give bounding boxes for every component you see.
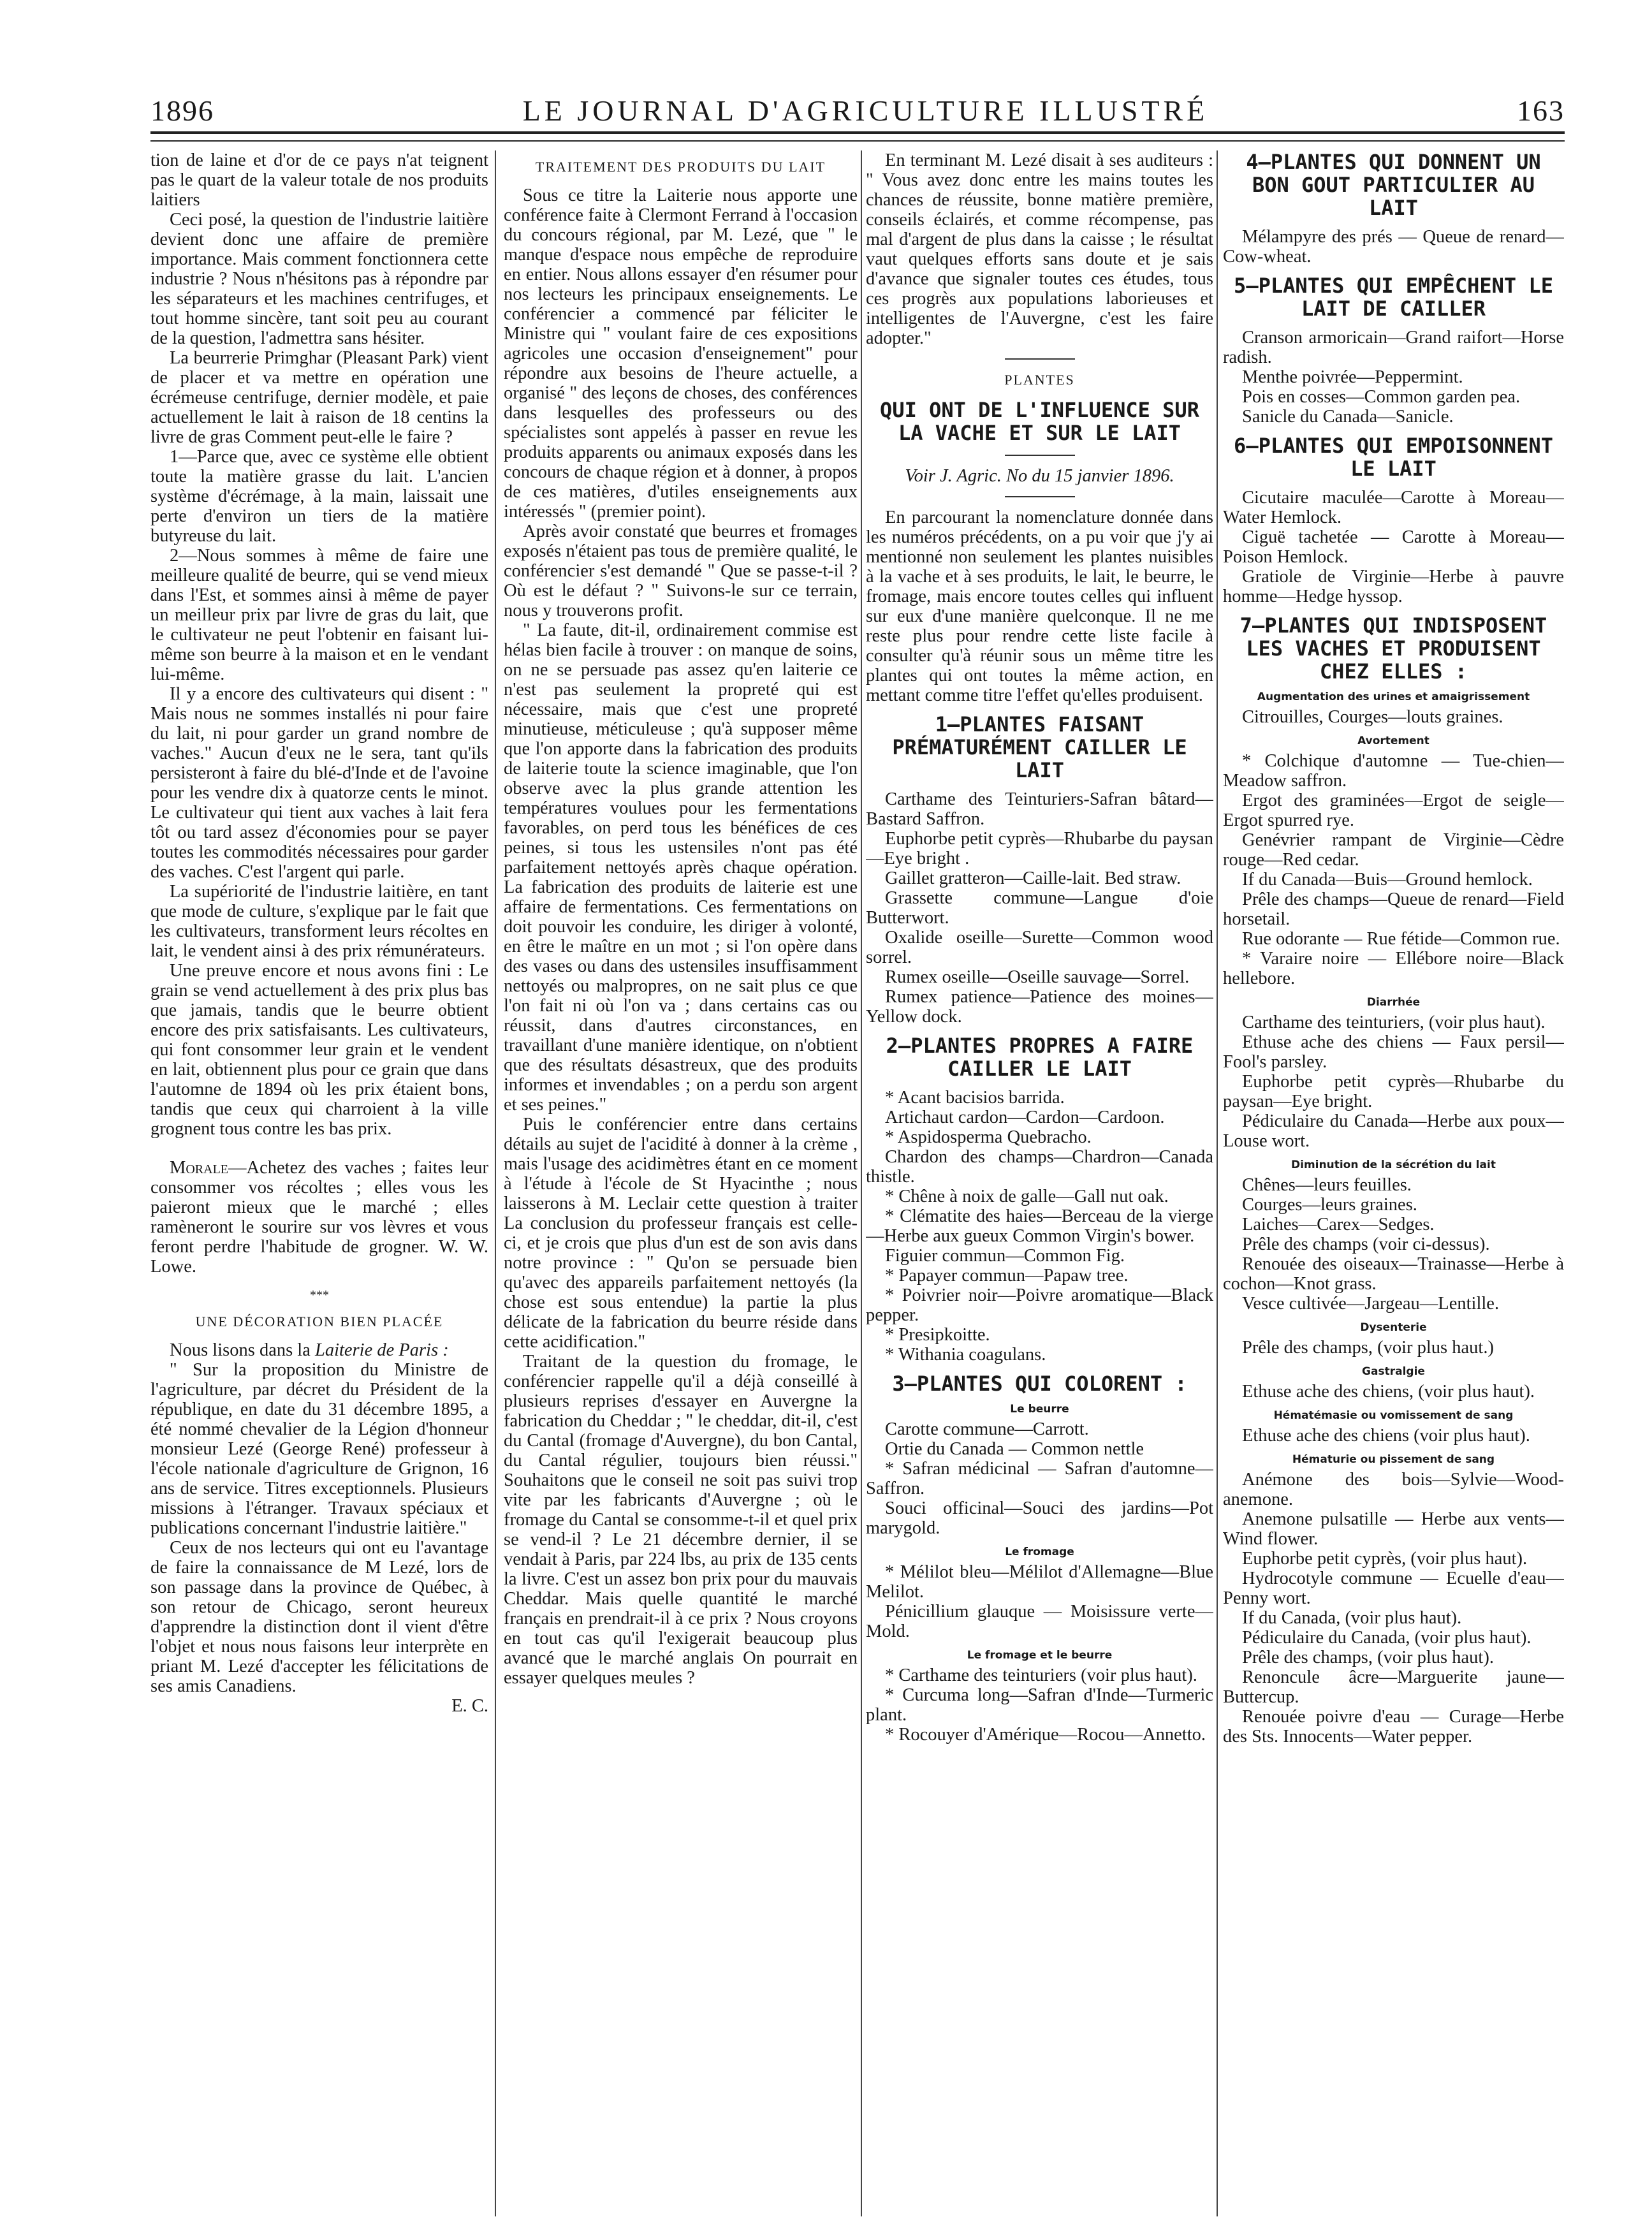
paragraph: Une preuve encore et nous avons fini : Le grain se vend actuellement à des prix plus bas que jamais, tandis que le beurre obtient encore des prix satisfaisants. Les cultivateurs, qui font consommer leur grain et le vendent en lait, obtiennent plus pour ce grain que dans l'automne de 1894 où les prix étaient bons, tandis que ceux qui charroient à la ville grognent tous contre les bas prix. (150, 961, 488, 1139)
plant-entry: * Colchique d'automne — Tue-chien—Meadow saffron. (1223, 751, 1564, 791)
plant-entry: Chardon des champs—Chardron—Canada thistle. (866, 1147, 1213, 1187)
paragraph: En terminant M. Lezé disait à ses auditeurs : " Vous avez donc entre les mains toutes les chances de réussite, bonne matière première, conseils éclairés, et comme récompense, pas mal d'argent de plus dans la caisse ; le résultat vaut quelques efforts sans doute et je sais d'avance que signaler toutes ces études, tous ces progrès aux populations laborieuses et intelligentes de l'Auvergne, c'est les faire adopter." (866, 150, 1213, 348)
plant-entry: Prêle des champs—Queue de renard—Field horsetail. (1223, 890, 1564, 929)
plant-entry: * Safran médicinal — Safran d'automne—Saffron. (866, 1459, 1213, 1498)
plant-entry: Rue odorante — Rue fétide—Common rue. (1242, 929, 1560, 949)
plant-list (866, 1562, 1213, 1641)
morale-text: —Achetez des vaches ; faites leur consommer vos récoltes ; elles vous les paieront mieux que le marché ; elles ramèneront le sourire sur vos lèvres et vous feront perdre l'habitude de grogner. W. W. Lowe. (150, 1158, 488, 1277)
plant-entry: Renoncule âcre—Marguerite jaune—Buttercup. (1223, 1667, 1564, 1707)
column-4 (1223, 150, 1564, 2216)
list-subheading: Diminution de la sécrétion du lait (1291, 1159, 1496, 1171)
list-subheading: Hématémasie ou vomissement de sang (1273, 1409, 1514, 1422)
paragraph: Sous ce titre la Laiterie nous apporte une conférence faite à Clermont Ferrand à l'occasion du concours régional, par M. Lezé, que " le manque d'espace nous empêche de reproduire en entier. Nous allons essayer d'en résumer pour nos lecteurs les principaux enseignements. Le conférencier a commencé par féliciter le Ministre qui " voulant faire de ces expositions agricoles une occasion d'enseignement" pour répondre aux besoins de l'heure actuelle, a organisé " des leçons de choses, des conférences dans lesquelles des professeurs ou des spécialistes sont appelés à passer en revue les produits apparents ou animaux exposés dans les concours de chaque région et à donner, à propos de ces matières, d'utiles enseignements aux intéressés " (premier point). (504, 186, 858, 522)
plant-entry: Renouée poivre d'eau — Curage—Herbe des Sts. Innocents—Water pepper. (1223, 1707, 1564, 1746)
paragraph: Puis le conférencier entre dans certains détails au sujet de l'acidité à donner à la crème , mais l'usage des acidimètres étant en ce moment à l'étude à l'école de St Hyacinthe ; nous laisserons à M. Leclair cette question à traiter La conclusion du professeur français est celle-ci, et je crois que plus d'un est de son avis dans notre province : " Qu'on se persuade bien qu'avec des appareils parfaitement nettoyés (la chose est sous entendue) la partie la plus délicate de la fabrication du beurre réside dans cette acidification." (504, 1115, 858, 1352)
list-heading: 6—PLANTES QUI EMPOISONNENT LE LAIT (1234, 434, 1553, 481)
plant-entry: Hydrocotyle commune — Ecuelle d'eau—Penny wort. (1223, 1569, 1564, 1608)
plant-entry: * Carthame des teinturiers (voir plus haut). (885, 1666, 1197, 1685)
plant-entry: Renouée des oiseaux—Trainasse—Herbe à cochon—Knot grass. (1223, 1254, 1564, 1294)
separator (1005, 358, 1075, 360)
plant-entry: Cicutaire maculée—Carotte à Moreau—Water Hemlock. (1223, 488, 1564, 527)
paragraph (150, 1340, 488, 1360)
plant-entry: Vesce cultivée—Jargeau—Lentille. (1242, 1294, 1500, 1314)
plant-entry: Rumex patience—Patience des moines—Yellow dock. (866, 987, 1213, 1027)
plant-entry: Euphorbe petit cyprès—Rhubarbe du paysan—Eye bright . (866, 829, 1213, 868)
plant-entry: Carthame des Teinturiers-Safran bâtard—Bastard Saffron. (866, 789, 1213, 829)
plant-list (1223, 227, 1564, 267)
list-subheading: Avortement (1357, 735, 1429, 747)
plant-entry: * Mélilot bleu—Mélilot d'Allemagne—Blue Melilot. (866, 1562, 1213, 1602)
plant-entry: * Papayer commun—Papaw tree. (885, 1266, 1129, 1285)
morale-paragraph (150, 1158, 488, 1277)
list-subheading: Le fromage (1005, 1546, 1074, 1558)
plant-entry: Gratiole de Virginie—Herbe à pauvre homme—Hedge hyssop. (1223, 567, 1564, 606)
list-subheading: Gastralgie (1362, 1365, 1425, 1378)
plant-entry: Grassette commune—Langue d'oie Butterwort. (866, 888, 1213, 928)
plant-entry: Prêle des champs, (voir plus haut.) (1242, 1338, 1494, 1358)
separator (1005, 455, 1075, 456)
column-divider (861, 150, 862, 2216)
plant-entry: Chênes—leurs feuilles. (1242, 1175, 1412, 1195)
plant-list (1223, 1470, 1564, 1746)
plant-entry: * Presipkoitte. (885, 1325, 990, 1345)
column-divider (1217, 150, 1218, 2216)
list-subheading: Le beurre (1010, 1403, 1069, 1416)
paragraph: Ceci posé, la question de l'industrie laitière devient donc une affaire de première importance. Mais comment fonctionnera cette industrie ? Nous n'hésitons pas à répondre par les séparateurs et les machines centrifuges, et tout homme sincère, tant soit peu au courant de la question, l'admettra sans hésiter. (150, 210, 488, 348)
plant-entry: * Clématite des haies—Berceau de la vierge—Herbe aux gueux Common Virgin's bower. (866, 1206, 1213, 1246)
section-title: QUI ONT DE L'INFLUENCE SUR LA VACHE ET SUR LE LAIT (880, 398, 1199, 445)
plant-list (1223, 751, 1564, 988)
plant-entry: Pénicillium glauque — Moisissure verte—Mold. (866, 1602, 1213, 1641)
masthead (150, 83, 1565, 128)
column-2 (504, 150, 858, 2216)
column-divider (495, 150, 496, 2216)
plant-entry: * Aspidosperma Quebracho. (885, 1127, 1092, 1147)
plant-entry: Ciguë tachetée — Carotte à Moreau—Poison Hemlock. (1223, 527, 1564, 567)
plant-entry: Euphorbe petit cyprès—Rhubarbe du paysan—Eye bright. (1223, 1072, 1564, 1111)
plant-list (1223, 707, 1564, 727)
journal-title: LE JOURNAL D'AGRICULTURE ILLUSTRÉ (522, 94, 1209, 127)
page-number: 163 (1516, 94, 1565, 127)
issue-year: 1896 (150, 94, 214, 127)
paragraph: Après avoir constaté que beurres et fromages exposés n'étaient pas tous de première qualité, le conférencier s'est demandé " Que se passe-t-il ? Où est le défaut ? " Suivons-le sur ce terrain, nous y trouverons profit. (504, 522, 858, 620)
plant-entry: Laiches—Carex—Sedges. (1242, 1215, 1435, 1234)
plant-entry: Citrouilles, Courges—louts graines. (1242, 707, 1503, 727)
list-heading: 2—PLANTES PROPRES A FAIRE CAILLER LE LAIT (886, 1034, 1194, 1081)
plant-entry: Ethuse ache des chiens, (voir plus haut). (1242, 1382, 1535, 1402)
plant-entry: Prêle des champs, (voir plus haut). (1242, 1648, 1494, 1667)
separator (1005, 496, 1075, 497)
paragraph: En parcourant la nomenclature donnée dans les numéros précédents, on a pu voir que j'y ai mentionné non seulement les plantes nuisibles à la vache et à ses produits, le lait, le beurre, le fromage, mais encore toutes celles qui influent sur eux d'une manière quelconque. Il ne me reste plus pour rendre cette liste facile à consulter qu'à réunir sous un même titre les plantes qui ont toutes la même action, en mettant comme titre l'effet qu'elles produisent. (866, 508, 1213, 705)
plant-entry: * Acant bacisios barrida. (885, 1088, 1065, 1108)
header-rule (150, 131, 1565, 142)
plant-entry: Rumex oseille—Oseille sauvage—Sorrel. (885, 967, 1190, 987)
list-heading: 4—PLANTES QUI DONNENT UN BON GOUT PARTICULIER AU LAIT (1246, 150, 1541, 220)
paragraph: La beurrerie Primghar (Pleasant Park) vient de placer et va mettre en opération une écrémeuse centrifuge, dernier modèle, et paie actuellement le lait à raison de 18 centins la livre de gras Comment peut-elle le faire ? (150, 348, 488, 447)
plant-entry: Ethuse ache des chiens (voir plus haut). (1242, 1426, 1530, 1446)
list-heading: 3—PLANTES QUI COLORENT : (892, 1372, 1187, 1396)
plant-list (1223, 1013, 1564, 1151)
plant-list (1223, 1175, 1564, 1314)
list-subheading: Diarrhée (1366, 996, 1421, 1009)
separator-stars: *** (310, 1288, 329, 1302)
list-heading: 7—PLANTES QUI INDISPOSENT LES VACHES ET PRODUISENT CHEZ ELLES : (1239, 613, 1547, 684)
plant-entry: * Poivrier noir—Poivre aromatique—Black pepper. (866, 1285, 1213, 1325)
plant-entry: Souci officinal—Souci des jardins—Pot marygold. (866, 1498, 1213, 1538)
plant-list (866, 1088, 1213, 1365)
plant-entry: * Chêne à noix de galle—Gall nut oak. (885, 1187, 1169, 1206)
plant-entry: Carthame des teinturiers, (voir plus haut). (1242, 1013, 1546, 1032)
plant-entry: Prêle des champs (voir ci-dessus). (1242, 1234, 1490, 1254)
reference-note: Voir J. Agric. No du 15 janvier 1896. (905, 466, 1174, 486)
plant-list (1223, 328, 1564, 427)
list-subheading: Le fromage et le beurre (967, 1649, 1113, 1662)
plant-entry: Sanicle du Canada—Sanicle. (1242, 407, 1454, 427)
plant-entry: Ethuse ache des chiens — Faux persil—Fool's parsley. (1223, 1032, 1564, 1072)
plant-entry: Gaillet gratteron—Caille-lait. Bed straw. (885, 868, 1181, 888)
plant-list (1223, 1338, 1564, 1358)
morale-label: Morale (170, 1158, 229, 1178)
plant-list (866, 1419, 1213, 1538)
plant-entry: * Rocouyer d'Amérique—Rocou—Annetto. (885, 1725, 1206, 1745)
plant-entry: Pédiculaire du Canada—Herbe aux poux—Louse wort. (1223, 1111, 1564, 1151)
paragraph: 2—Nous sommes à même de faire une meilleure qualité de beurre, qui se vend mieux dans l'Est, et sommes ainsi à même de payer un meilleur prix par livre de gras du lait, que le cultivateur ne peut l'obtenir en faisant lui-même son beurre à la maison et en le vendant lui-même. (150, 546, 488, 684)
plant-entry: Ergot des graminées—Ergot de seigle—Ergot spurred rye. (1223, 791, 1564, 830)
plant-entry: Oxalide oseille—Surette—Common wood sorrel. (866, 928, 1213, 967)
paragraph: " Sur la proposition du Ministre de l'agriculture, par décret du Président de la république, en date du 31 décembre 1895, a été nommé chevalier de la Légion d'honneur monsieur Lezé (George René) professeur à l'école nationale d'agriculture de Grignon, 16 ans de service. Titres exceptionnels. Plusieurs missions à l'étranger. Travaux spéciaux et publications concernant l'industrie laitière." (150, 1360, 488, 1538)
plant-entry: If du Canada—Buis—Ground hemlock. (1242, 870, 1533, 890)
plant-entry: Mélampyre des prés — Queue de renard—Cow-wheat. (1223, 227, 1564, 267)
plant-entry: Genévrier rampant de Virginie—Cèdre rouge—Red cedar. (1223, 830, 1564, 870)
paragraph: La supériorité de l'industrie laitière, en tant que mode de culture, s'explique par le fait que les cultivateurs, transforment leurs récoltes en lait, le vendent ainsi à des prix rémunérateurs. (150, 882, 488, 961)
list-heading: 1—PLANTES FAISANT PRÉMATURÉMENT CAILLER LE LAIT (892, 712, 1187, 782)
article-heading: TRAITEMENT DES PRODUITS DU LAIT (535, 159, 826, 175)
plant-entry: * Curcuma long—Safran d'Inde—Turmeric plant. (866, 1685, 1213, 1725)
plant-list (1223, 488, 1564, 606)
plant-entry: Menthe poivrée—Peppermint. (1242, 367, 1463, 387)
signature: E. C. (451, 1696, 488, 1716)
section-label: PLANTES (1004, 372, 1075, 388)
plant-entry: * Varaire noire — Ellébore noire—Black hellebore. (1223, 949, 1564, 988)
paragraph: " La faute, dit-il, ordinairement commise est hélas bien facile à trouver : on manque de soins, on ne se persuade pas assez qu'en laiterie ce n'est pas seulement la propreté qui est nécessaire, mais que c'est une propreté minutieuse, méticuleuse ; qu'à supposer même que l'on apporte dans la fabrication des produits de laiterie toute la science imaginable, que l'on observe avec la plus grande attention les températures voulues pour les fermentations favorables, on perd tous les bénéfices de ces peines, si tous les ustensiles n'ont pas été parfaitement nettoyés après chaque opération. La fabrication des produits de laiterie est une affaire de fermentations. Ces fermentations on doit pouvoir les conduire, les diriger à volonté, en être le maître en un mot ; si l'on opère dans des vases ou dans des ustensiles insuffisamment nettoyés ou malpropres, on ne sait plus ce que l'on fait ni où l'on va ; dans certains cas ou réussit, dans d'autres circonstances, en travaillant d'une manière identique, on n'obtient que des résultats désastreux, que des produits informes et invendables ; on a perdu son argent et ses peines." (504, 620, 858, 1115)
plant-entry: Cranson armoricain—Grand raifort—Horse radish. (1223, 328, 1564, 367)
plant-list (866, 789, 1213, 1027)
list-heading: 5—PLANTES QUI EMPÊCHENT LE LAIT DE CAILLER (1234, 274, 1553, 321)
column-3 (866, 150, 1213, 2216)
plant-list (1223, 1382, 1564, 1402)
plant-entry: Pois en cosses—Common garden pea. (1242, 387, 1521, 407)
plant-entry: Carotte commune—Carrott. (885, 1419, 1089, 1439)
paragraph: 1—Parce que, avec ce système elle obtient toute la matière grasse du lait. L'ancien système d'écrémage, à la main, laissait une perte d'environ un tiers de la matière butyreuse du lait. (150, 447, 488, 546)
plant-entry: * Withania coagulans. (885, 1345, 1046, 1365)
plant-entry: Ortie du Canada — Common nettle (885, 1439, 1144, 1459)
plant-entry: Courges—leurs graines. (1242, 1195, 1417, 1215)
column-1 (150, 150, 488, 2216)
intro-text: Nous lisons dans la (170, 1340, 315, 1360)
list-subheading: Augmentation des urines et amaigrissement (1257, 691, 1530, 703)
paragraph: Il y a encore des cultivateurs qui disent : " Mais nous ne sommes installés ni pour faire du lait, ni pour garder un grand nombre de vaches." Aucun d'eux ne le sera, tant qu'ils persisteront à faire du blé-d'Inde et de l'avoine pour les vendre dix à quatorze cents le minot. Le cultivateur qui tient aux vaches à lait fera tôt ou tard assez d'économies pour se payer toutes les commodités nécessaires pour garder des vaches. C'est l'argent qui parle. (150, 684, 488, 882)
plant-entry: Pédiculaire du Canada, (voir plus haut). (1242, 1628, 1531, 1648)
paragraph: Ceux de nos lecteurs qui ont eu l'avantage de faire la connaissance de M Lezé, lors de son passage dans la province de Québec, à son retour de Chicago, seront heureux d'apprendre la distinction dont il vient d'être l'objet et nous nous faisons leur interprète en priant M. Lezé d'accepter les félicitations de ses amis Canadiens. (150, 1538, 488, 1696)
source-name: Laiterie de Paris : (315, 1340, 449, 1360)
list-subheading: Dysenterie (1360, 1321, 1427, 1334)
plant-entry: Figuier commun—Common Fig. (885, 1246, 1125, 1266)
article-heading: UNE DÉCORATION BIEN PLACÉE (195, 1314, 444, 1329)
plant-list (1223, 1426, 1564, 1446)
paragraph: Traitant de la question du fromage, le conférencier rappelle qu'il a déjà conseillé à plusieurs reprises d'essayer en Auvergne la fabrication du Cheddar ; " le cheddar, dit-il, c'est du Cantal (fromage d'Auvergne), du bon Cantal, du Cantal régulier, toujours bien réussi." Souhaitons que le conseil ne soit pas suivi trop vite par les fabricants d'Auvergne ; où le fromage du Cantal se consomme-t-il et quel prix se vend-il ? Le 21 décembre dernier, il se vendait à Paris, par 224 lbs, au prix de 135 cents la livre. C'est un assez bon prix pour du mauvais Cheddar. Mais quelle quantité le marché français en prendrait-il à ce prix ? Nous croyons en tout cas qu'il l'exigerait beaucoup plus avancé que le marché anglais On pourrait en essayer quelques meules ? (504, 1352, 858, 1688)
plant-list (866, 1666, 1213, 1745)
plant-entry: Euphorbe petit cyprès, (voir plus haut). (1242, 1549, 1528, 1569)
plant-entry: Anemone pulsatille — Herbe aux vents—Wind flower. (1223, 1509, 1564, 1549)
list-subheading: Hématurie ou pissement de sang (1292, 1453, 1495, 1466)
plant-entry: If du Canada, (voir plus haut). (1242, 1608, 1462, 1628)
plant-entry: Anémone des bois—Sylvie—Wood-anemone. (1223, 1470, 1564, 1509)
plant-entry: Artichaut cardon—Cardon—Cardoon. (885, 1108, 1165, 1127)
paragraph: tion de laine et d'or de ce pays n'at teignent pas le quart de la valeur totale de nos produits laitiers (150, 150, 488, 210)
